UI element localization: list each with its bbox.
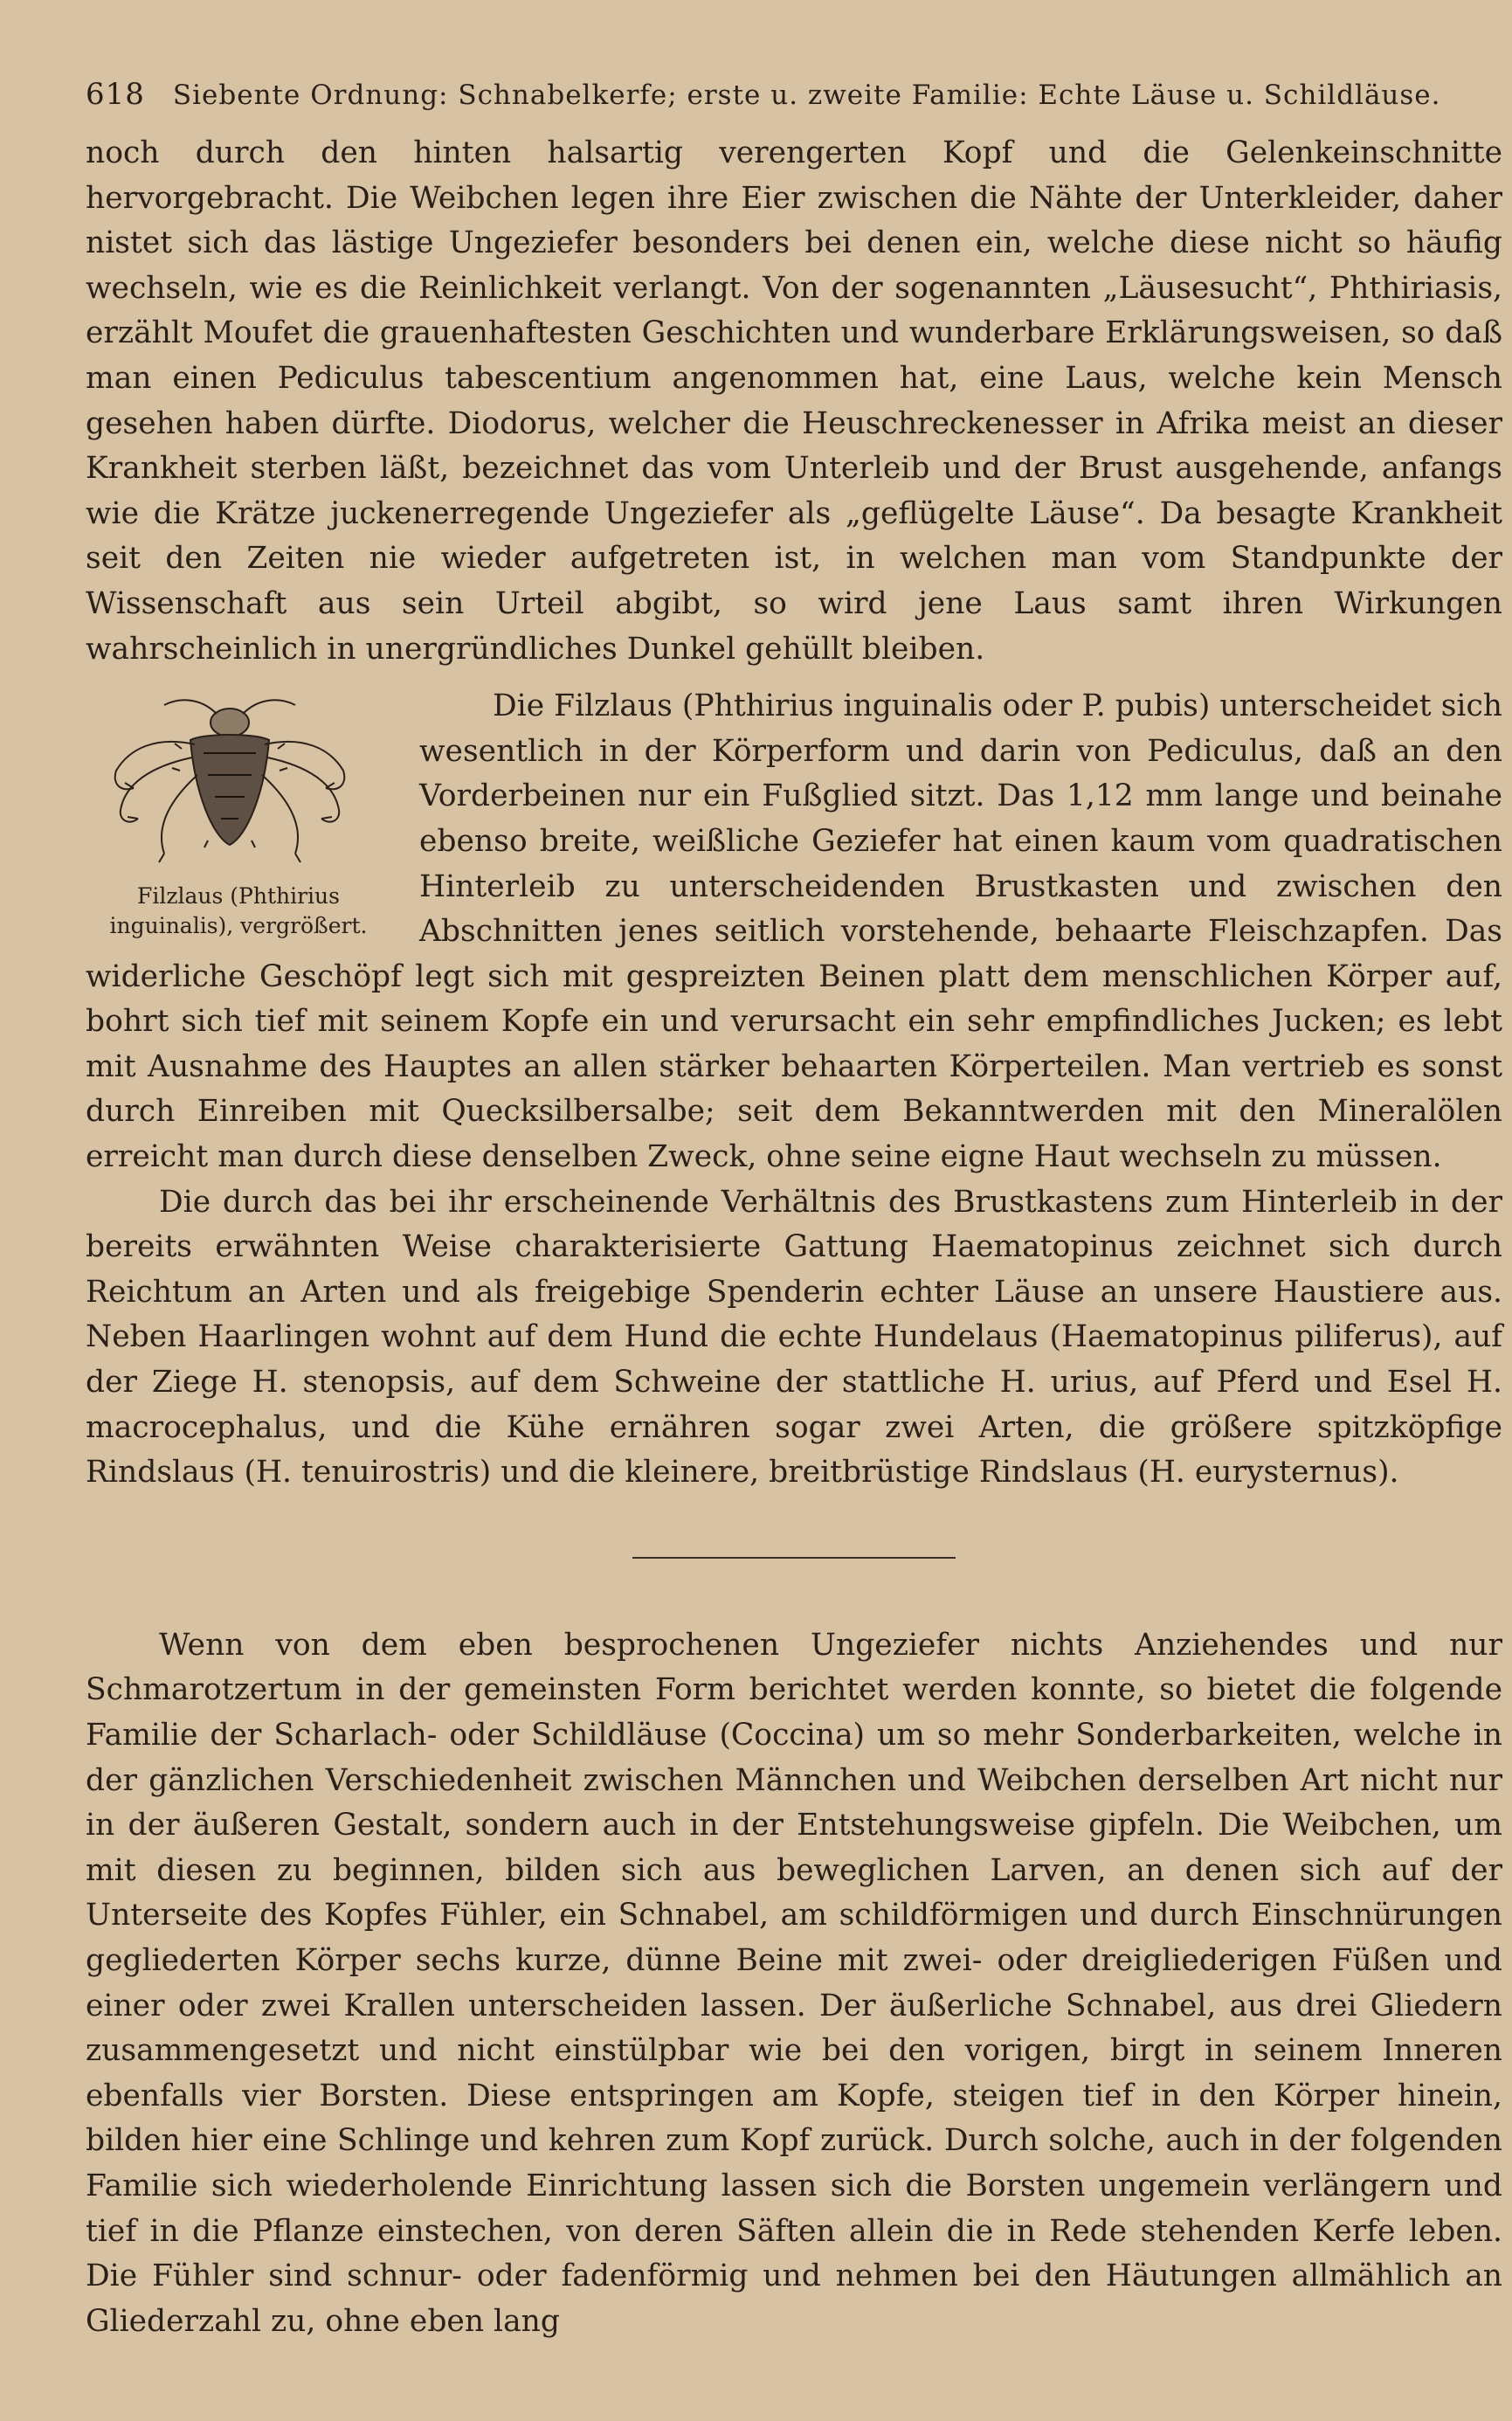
page-number: 618 xyxy=(86,77,145,112)
paragraph-3: Die durch das bei ihr erscheinende Verhältnis des Brustkastens zum Hinterleib in der bereits erwähnten Weise charakterisierte Gattung Haematopinus zeichnet sich durch Reichtum an Arten und als freigebige Spenderin echter Läuse an unsere Haustiere aus. Neben Haarlingen wohnt auf dem Hund die echte Hundelaus (Haematopinus piliferus), auf der Ziege H. stenopsis, auf dem Schweine der stattliche H. urius, auf Pferd und Esel H. macrocephalus, und die Kühe ernähren sogar zwei Arten, die größere spitzköpfige Rindslaus (H. tenuirostris) und die kleinere, breitbrüstige Rindslaus (H. eurysternus). xyxy=(86,1184,1502,1491)
page xyxy=(86,77,1502,2344)
louse-illustration-icon xyxy=(94,688,365,871)
section-divider xyxy=(632,1557,956,1559)
paragraph-2: Die Filzlaus (Phthirius inguinalis oder P. pubis) unterscheidet sich wesentlich in der Körperform und darin von Pediculus, daß an den Vorderbeinen nur ein Fußglied sitzt. Das 1,12 mm lange und beinahe ebenso breite, weißliche Geziefer hat einen kaum vom quadratischen Hinterleib zu unterscheidenden Brustkasten und zwischen den Abschnitten jenes seitlich vorstehende, behaarte Fleischzapfen. Das widerliche Geschöpf legt sich mit gespreizten Beinen platt dem menschlichen Körper auf, bohrt sich tief mit seinem Kopfe ein und verursacht ein sehr empfindliches Jucken; es lebt mit Ausnahme des Hauptes an allen stärker behaarten Körperteilen. Man vertrieb es sonst durch Einreiben mit Quecksilbersalbe; seit dem Bekanntwerden mit den Mineralölen erreicht man durch diese denselben Zweck, ohne seine eigne Haut wechseln zu müssen. xyxy=(86,688,1502,1175)
paragraph-1: noch durch den hinten halsartig verengerten Kopf und die Gelenkeinschnitte hervorgebracht. Die Weibchen legen ihre Eier zwischen die Nähte der Unterkleider, daher nistet sich das lästige Ungeziefer besonders bei denen ein, welche diese nicht so häufig wechseln, wie es die Reinlichkeit verlangt. Von der sogenannten „Läusesucht“, Phthiriasis, erzählt Moufet die grauenhaftesten Geschichten und wunderbare Erklärungsweisen, so daß man einen Pediculus tabescentium angenommen hat, eine Laus, welche kein Mensch gesehen haben dürfte. Diodorus, welcher die Heuschreckenesser in Afrika meist an dieser Krankheit sterben läßt, bezeichnet das vom Unterleib und der Brust ausgehende, anfangs wie die Krätze juckenerregende Ungeziefer als „geflügelte Läuse“. Da besagte Krankheit seit den Zeiten nie wieder aufgetreten ist, in welchen man vom Standpunkte der Wissenschaft aus sein Urteil abgibt, so wird jene Laus samt ihren Wirkungen wahrscheinlich in unergründliches Dunkel gehüllt bleiben. xyxy=(86,135,1502,667)
figure-filzlaus xyxy=(86,684,391,941)
running-title: Siebente Ordnung: Schnabelkerfe; erste u. zweite Familie: Echte Läuse u. Schildläuse. xyxy=(172,80,1441,111)
figure-caption: Filzlaus (Phthirius inguinalis), vergrößert. xyxy=(109,883,368,939)
running-header xyxy=(86,77,1502,131)
paragraph-4: Wenn von dem eben besprochenen Ungeziefer nichts Anziehendes und nur Schmarotzertum in der gemeinsten Form berichtet werden konnte, so bietet die folgende Familie der Scharlach- oder Schildläuse (Coccina) um so mehr Sonderbarkeiten, welche in der gänzlichen Verschiedenheit zwischen Männchen und Weibchen derselben Art nicht nur in der äußeren Gestalt, sondern auch in der Entstehungsweise gipfeln. Die Weibchen, um mit diesen zu beginnen, bilden sich aus beweglichen Larven, an denen sich auf der Unterseite des Kopfes Fühler, ein Schnabel, am schildförmigen und durch Einschnürungen gegliederten Körper sechs kurze, dünne Beine mit zwei- oder dreigliederigen Füßen und einer oder zwei Krallen unterscheiden lassen. Der äußerliche Schnabel, aus drei Gliedern zusammengesetzt und nicht einstülpbar wie bei den vorigen, birgt in seinem Inneren ebenfalls vier Borsten. Diese entspringen am Kopfe, steigen tief in den Körper hinein, bilden hier eine Schlinge und kehren zum Kopf zurück. Durch solche, auch in der folgenden Familie sich wiederholende Einrichtung lassen sich die Borsten ungemein verlängern und tief in die Pflanze einstechen, von deren Säften allein die in Rede stehenden Kerfe leben. Die Fühler sind schnur- oder fadenförmig und nehmen bei den Häutungen allmählich an Gliederzahl zu, ohne eben lang xyxy=(86,1627,1502,2339)
body-text xyxy=(86,131,1502,2344)
